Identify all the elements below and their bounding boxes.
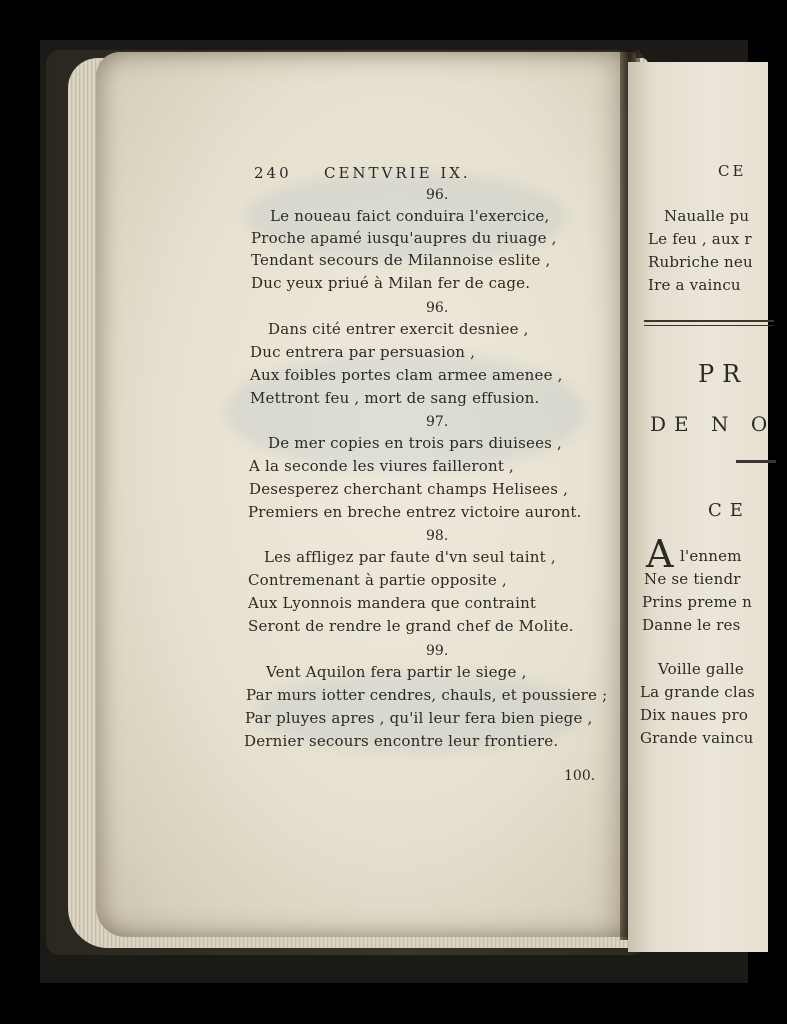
prose-line: l'ennem	[680, 547, 742, 565]
double-rule	[644, 320, 774, 322]
verse-line: Ire a vaincu	[648, 276, 741, 294]
verse-line: Naualle pu	[664, 207, 750, 225]
verse-line: Seront de rendre le grand chef de Molite.	[248, 617, 574, 635]
stanza-number: 99.	[426, 643, 449, 659]
double-rule	[644, 325, 774, 326]
verse-line: Desesperez cherchant champs Helisees ,	[249, 480, 569, 498]
right-page	[628, 62, 776, 952]
drop-cap: A	[646, 532, 674, 576]
verse-line: Grande vaincu	[640, 729, 754, 747]
title-line-1: PR	[698, 360, 749, 388]
title-dash	[736, 460, 776, 463]
prose-line: Prins preme n	[642, 593, 752, 611]
stanza-number: 96.	[426, 300, 449, 316]
section-heading: CE	[708, 500, 751, 521]
catchword: 100.	[564, 768, 596, 784]
verse-line: Mettront feu , mort de sang effusion.	[250, 389, 540, 407]
verse-line: Vent Aquilon fera partir le siege ,	[266, 663, 527, 681]
stanza-number: 96.	[426, 187, 449, 203]
prose-line: Ne se tiendr	[644, 570, 741, 588]
title-line-2: DE N O	[650, 412, 776, 436]
stanza-number: 98.	[426, 528, 449, 544]
page-number: 240	[254, 164, 292, 182]
verse-line: Dix naues pro	[640, 706, 749, 724]
verse-line: Par murs iotter cendres, chauls, et poussiere ;	[246, 686, 608, 704]
verse-line: Proche apamé iusqu'aupres du riuage ,	[251, 229, 557, 247]
verse-line: Aux foibles portes clam armee amenee ,	[250, 366, 563, 384]
verse-line: Premiers en breche entrez victoire auront.	[248, 503, 582, 521]
verse-line: Les affligez par faute d'vn seul taint ,	[264, 548, 556, 566]
verse-line: Dans cité entrer exercit desniee ,	[268, 320, 529, 338]
verse-line: Duc yeux priué à Milan fer de cage.	[251, 274, 531, 292]
left-page	[96, 52, 636, 937]
verse-line: Le noueau faict conduira l'exercice,	[270, 207, 550, 225]
running-header: CENTVRIE IX.	[324, 164, 471, 182]
book-photo	[40, 40, 776, 983]
right-running-header: CE	[718, 162, 747, 180]
verse-line: Contremenant à partie opposite ,	[248, 571, 507, 589]
verse-line: Par pluyes apres , qu'il leur fera bien piege ,	[245, 709, 593, 727]
verse-line: La grande clas	[640, 683, 755, 701]
verse-line: De mer copies en trois pars diuisees ,	[268, 434, 563, 452]
verse-line: Rubriche neu	[648, 253, 753, 271]
prose-line: Danne le res	[642, 616, 741, 634]
verse-line: Tendant secours de Milannoise eslite ,	[251, 251, 551, 269]
verse-line: Dernier secours encontre leur frontiere.	[244, 732, 559, 750]
verse-line: Duc entrera par persuasion ,	[250, 343, 476, 361]
verse-line: Voille galle	[658, 660, 744, 678]
verse-line: A la seconde les viures failleront ,	[249, 457, 514, 475]
verse-line: Le feu , aux r	[648, 230, 752, 248]
stanza-number: 97.	[426, 414, 449, 430]
verse-line: Aux Lyonnois mandera que contraint	[248, 594, 537, 612]
